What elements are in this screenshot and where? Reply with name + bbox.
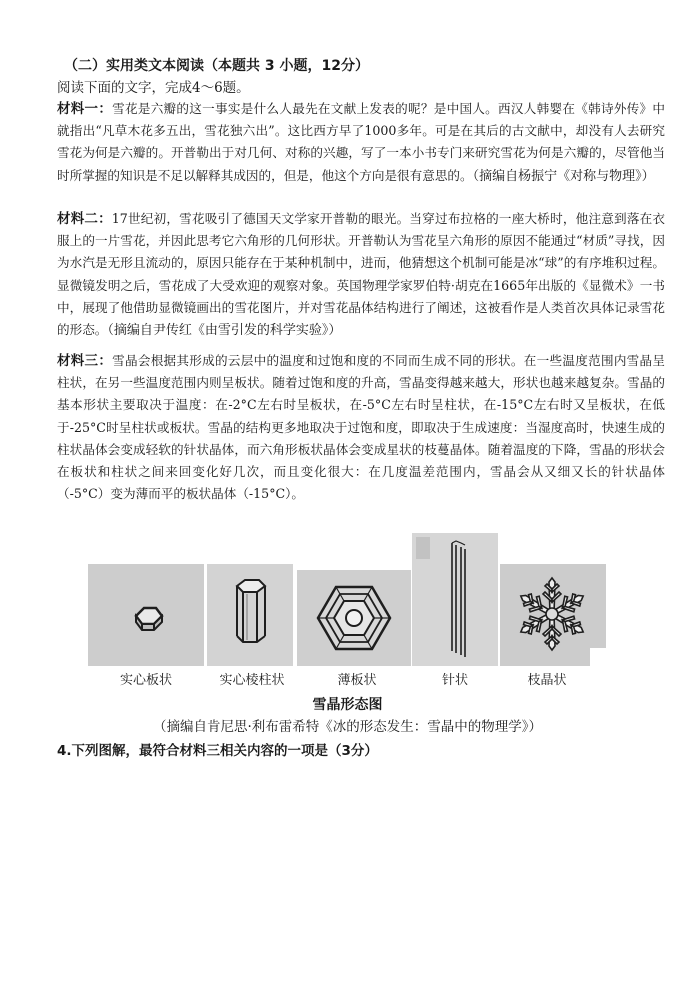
material-label: 材料二： <box>57 211 112 227</box>
solid-plate-crystal-image <box>88 564 204 666</box>
material-text: 17世纪初，雪花吸引了德国天文学家开普勒的眼光。当穿过布拉格的一座大桥时，他注意到落在衣服上的一片雪花，并因此思考它六角形的几何形状。开普勒认为雪花呈六角形的原因不能通过“材质”寻找，因为水汽是无形且流动的，原因只能存在于某种机制中，进而，他猜想这个机制可能是冰“球”的有序堆积过程。显微镜发明之后，雪花成了大受欢迎的观察对象。英国物理学家罗伯特·胡克在1665年出版的《显微术》一书中，展现了他借助显微镜画出的雪花图片，并对雪花晶体结构进行了阐述，这被看作是人类首次具体记录雪花的形态。 <box>57 211 666 338</box>
material-citation: （摘编自尹传红《由雪引发的科学实验》） <box>107 323 342 339</box>
figure-source: （摘编自肯尼思·利布雷希特《冰的形态发生：雪晶中的物理学》） <box>152 719 543 735</box>
material-label: 材料三： <box>57 353 113 369</box>
material-text: 雪花是六瓣的这一事实是什么人最先在文献上发表的呢？是中国人。西汉人韩婴在《韩诗外传》中就指出“凡草木花多五出，雪花独六出”。这比西方早了1000多年。可是在其后的古文献中，却没有人去研究雪花为何是六瓣的。开普勒出于对几何、对称的兴趣，写了一本小书专门来研究雪花为何是六瓣的，尽管他当时所掌握的知识是不足以解释其成因的，但是，他这个方向是很有意思的。 <box>57 101 666 183</box>
thin-plate-crystal-image <box>297 570 411 666</box>
needle-crystal-image <box>412 533 498 666</box>
reading-instruction: 阅读下面的文字，完成4～6题。 <box>57 80 250 96</box>
crystal-label: 枝晶状 <box>527 673 567 688</box>
crystal-label: 实心棱柱状 <box>219 673 285 688</box>
section-title: （二）实用类文本阅读（本题共 3 小题，12分） <box>64 58 369 74</box>
solid-prism-crystal-image <box>207 564 293 666</box>
crystal-label: 实心板状 <box>119 673 173 688</box>
material-one <box>57 98 665 188</box>
material-label: 材料一： <box>57 101 113 117</box>
material-two <box>57 208 665 342</box>
material-citation: （摘编自杨振宁《对称与物理》） <box>472 168 655 184</box>
material-text: 雪晶会根据其形成的云层中的温度和过饱和度的不同而生成不同的形状。在一些温度范围内雪晶呈柱状，在另一些温度范围内则呈板状。随着过饱和度的升高，雪晶变得越来越大，形状也越来越复杂。雪晶的基本形状主要取决于温度：在-2°C左右时呈板状，在-5°C左右时呈柱状，在-15°C左右时又呈板状，在低于-25°C时呈柱状或板状。雪晶的结构更多地取决于过饱和度，即取决于生成速度：当湿度高时，快速生成的柱状晶体会变成轻软的针状晶体，而六角形板状晶体会变成星状的枝蔓晶体。随着温度的下降，雪晶的形状会在板状和柱状之间来回变化好几次，而且变化很大：在几度温差范围内，雪晶会从又细又长的针状晶体（-5°C）变为薄而平的板状晶体（-15°C）。 <box>57 353 666 502</box>
material-three <box>57 350 665 505</box>
figure-title: 雪晶形态图 <box>312 697 383 713</box>
dendrite-crystal-image <box>500 564 606 666</box>
question-4: 4.下列图解，最符合材料三相关内容的一项是（3分） <box>57 743 378 759</box>
snow-crystal-figure <box>88 533 608 668</box>
crystal-label: 薄板状 <box>337 673 377 688</box>
crystal-label: 针状 <box>441 673 469 688</box>
